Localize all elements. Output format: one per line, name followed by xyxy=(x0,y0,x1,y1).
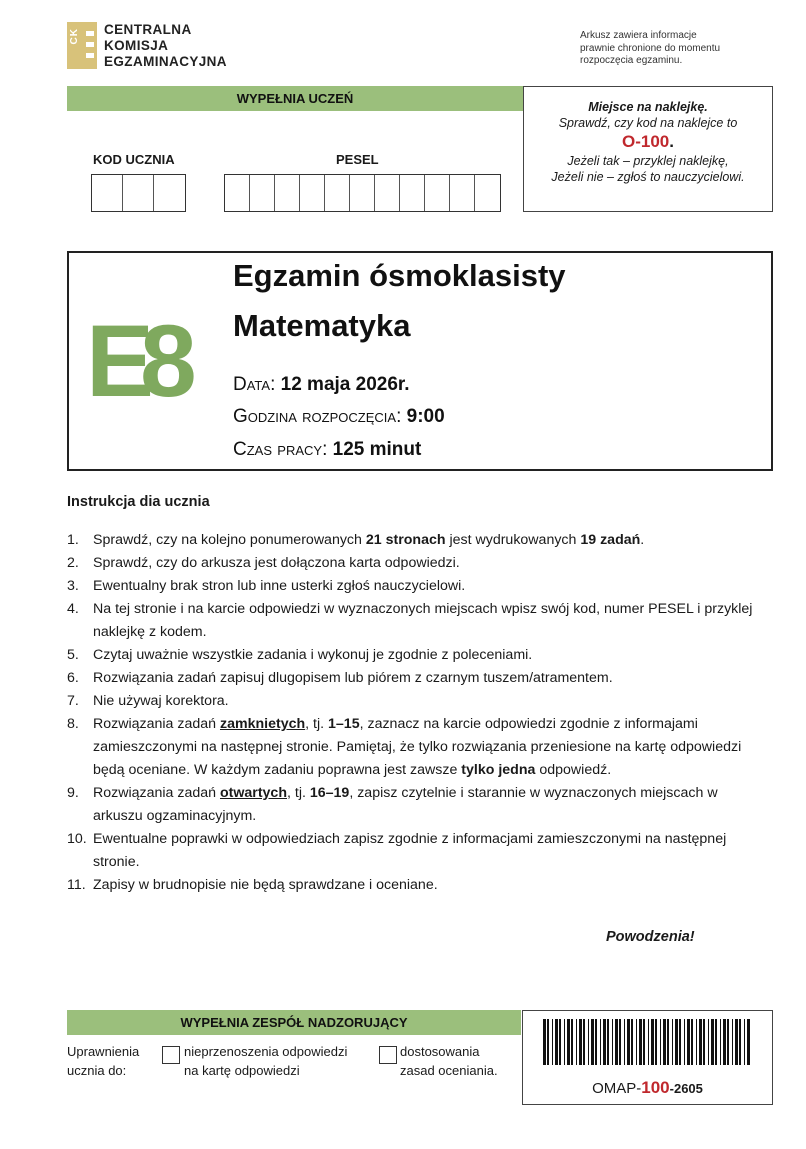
barcode-bar xyxy=(600,1019,601,1065)
barcode-bar xyxy=(708,1019,709,1065)
instruction-item xyxy=(67,782,767,828)
permissions-label xyxy=(67,1042,139,1080)
pesel-digit-box[interactable] xyxy=(400,175,425,211)
pesel-digit-box[interactable] xyxy=(275,175,300,211)
item-number: 7. xyxy=(67,693,79,709)
barcode-bar xyxy=(615,1019,618,1065)
barcode-bar xyxy=(648,1019,649,1065)
sticker-area xyxy=(523,86,773,212)
adapted-grading-label: dostosowania zasad oceniania. xyxy=(400,1044,498,1078)
item-number: 10. xyxy=(67,831,87,847)
pesel-digit-box[interactable] xyxy=(300,175,325,211)
duration-label: Czas pracy: xyxy=(233,439,328,460)
pesel-digit-box[interactable] xyxy=(325,175,350,211)
start-time-value: 9:00 xyxy=(406,406,445,427)
barcode-bar xyxy=(660,1019,661,1065)
sticker-code-value: O-100 xyxy=(622,132,670,151)
instruction-item xyxy=(67,552,767,575)
student-code-box[interactable] xyxy=(123,175,154,211)
barcode-bar xyxy=(703,1019,705,1065)
barcode-bar xyxy=(547,1019,549,1065)
item-text: Ewentualne poprawki w odpowiedziach zapisz zgodnie z informacjami zamieszczonymi na następnej stronie. xyxy=(93,831,727,870)
instruction-item xyxy=(67,644,767,667)
logo-line-3: EGZAMINACYJNA xyxy=(104,54,227,69)
good-luck-text: Powodzenia! xyxy=(606,929,695,945)
item-number: 11. xyxy=(67,877,86,893)
pesel-digit-box[interactable] xyxy=(475,175,500,211)
student-band: WYPEŁNIA UCZEŃ xyxy=(67,86,523,111)
pesel-digit-box[interactable] xyxy=(350,175,375,211)
pesel-boxes[interactable] xyxy=(224,174,501,212)
barcode-bar xyxy=(607,1019,609,1065)
barcode-bar xyxy=(723,1019,726,1065)
item-number: 9. xyxy=(67,785,79,801)
exam-date xyxy=(233,372,410,398)
barcode-bar xyxy=(564,1019,565,1065)
item-text: Zapisy w brudnopisie nie będą sprawdzane i oceniane. xyxy=(93,877,438,893)
item-text: Czytaj uważnie wszystkie zadania i wykonuj je zgodnie z poleceniami. xyxy=(93,647,533,663)
item-text: Rozwiązania zadań otwartych, tj. 16–19, zapisz czytelnie i starannie w wyznaczonych miejscach w arkuszu ogzaminacyjnym. xyxy=(93,785,718,824)
cke-logo-mark xyxy=(67,22,97,69)
cke-logo-text xyxy=(104,22,227,70)
permissions-label-line: Uprawnienia xyxy=(67,1044,140,1059)
no-transfer-label: nieprzenoszenia odpowiedzi na kartę odpowiedzi xyxy=(184,1044,348,1078)
exam-title: Egzamin ósmoklasisty xyxy=(233,258,566,293)
adapted-grading-checkbox[interactable] xyxy=(379,1046,397,1064)
item-number: 4. xyxy=(67,601,79,617)
item-number: 8. xyxy=(67,716,79,732)
instruction-item xyxy=(67,529,767,552)
e8-logo-icon xyxy=(86,316,210,406)
start-time-label: Godzina rozpoczęcia: xyxy=(233,406,402,427)
item-text: Rozwiązania zadań zapisuj dlugopisem lub piórem z czarnym tuszem/atramentem. xyxy=(93,670,613,686)
barcode-bar xyxy=(552,1019,553,1065)
item-number: 1. xyxy=(67,532,79,548)
barcode-bar xyxy=(612,1019,613,1065)
sticker-code xyxy=(524,131,772,153)
instruction-item xyxy=(67,690,767,713)
barcode-bar xyxy=(543,1019,546,1065)
instruction-item xyxy=(67,575,767,598)
barcode-bar xyxy=(576,1019,577,1065)
barcode-bar xyxy=(624,1019,625,1065)
barcode-bar xyxy=(651,1019,654,1065)
sticker-line-1: Sprawdź, czy kod na naklejce to xyxy=(558,116,738,130)
barcode-prefix: OMAP- xyxy=(592,1080,642,1097)
student-code-box[interactable] xyxy=(154,175,185,211)
barcode-bar xyxy=(715,1019,717,1065)
sticker-line-2: Jeżeli tak – przyklej naklejkę, xyxy=(567,154,729,168)
exam-duration xyxy=(233,437,421,463)
barcode-icon xyxy=(543,1019,751,1065)
barcode-bar xyxy=(603,1019,606,1065)
instruction-item xyxy=(67,667,767,690)
barcode-bar xyxy=(663,1019,666,1065)
barcode-bar xyxy=(672,1019,673,1065)
pesel-digit-box[interactable] xyxy=(450,175,475,211)
logo-line-1: CENTRALNA xyxy=(104,22,192,37)
barcode-bar xyxy=(619,1019,621,1065)
barcode-bar xyxy=(691,1019,693,1065)
pesel-digit-box[interactable] xyxy=(225,175,250,211)
item-number: 3. xyxy=(67,578,79,594)
barcode-bar xyxy=(732,1019,733,1065)
barcode-bar xyxy=(571,1019,573,1065)
instructions-heading: Instrukcja dia ucznia xyxy=(67,494,210,510)
barcode-bar xyxy=(727,1019,729,1065)
item-text: Ewentualny brak stron lub inne usterki zgłoś nauczycielowi. xyxy=(93,578,466,594)
barcode-bar xyxy=(643,1019,645,1065)
supervisors-band: WYPEŁNIA ZESPÓŁ NADZORUJĄCY xyxy=(67,1010,521,1035)
barcode-bar xyxy=(583,1019,585,1065)
student-code-boxes[interactable] xyxy=(91,174,186,212)
barcode-bar xyxy=(591,1019,594,1065)
barcode-bar xyxy=(739,1019,741,1065)
item-text: Sprawdź, czy na kolejno ponumerowanych 21 stronach jest wydrukowanych 19 zadań. xyxy=(93,532,645,548)
item-number: 5. xyxy=(67,647,79,663)
barcode-bar xyxy=(696,1019,697,1065)
instruction-item xyxy=(67,598,767,644)
barcode-bar xyxy=(744,1019,745,1065)
barcode-bar xyxy=(655,1019,657,1065)
exam-start-time xyxy=(233,404,445,430)
barcode-bar xyxy=(747,1019,750,1065)
pesel-label: PESEL xyxy=(336,152,379,167)
barcode-suffix: -2605 xyxy=(669,1081,703,1096)
barcode-bar xyxy=(579,1019,582,1065)
barcode-bar xyxy=(675,1019,678,1065)
barcode-bar xyxy=(595,1019,597,1065)
logo-bars xyxy=(86,31,94,64)
no-transfer-checkbox[interactable] xyxy=(162,1046,180,1064)
instructions-list xyxy=(67,529,767,897)
item-text: Rozwiązania zadań zamknietych, tj. 1–15, zaznacz na karcie odpowiedzi zgodnie z informajami zamieszczonymi na następnej stronie. Pamiętaj, że tylko rozwiązania przeniesione na kartę odpowiedzi będą oceniane. W każdym zadaniu poprawna jest zawsze tylko jedna odpowiedź. xyxy=(93,716,742,778)
barcode-bar xyxy=(735,1019,738,1065)
item-text: Na tej stronie i na karcie odpowiedzi w wyznaczonych miejscach wpisz swój kod, numer PESEL i przyklej naklejkę z kodem. xyxy=(93,601,753,640)
item-text: Nie używaj korektora. xyxy=(93,693,229,709)
instruction-item xyxy=(67,713,767,782)
notice-line: rozpoczęcia egzaminu. xyxy=(580,55,683,66)
sticker-title: Miejsce na naklejkę. xyxy=(588,100,708,114)
legal-notice xyxy=(580,30,770,68)
barcode-text xyxy=(522,1078,773,1098)
barcode-bar xyxy=(588,1019,589,1065)
logo-mark-letters: CK xyxy=(69,28,80,45)
barcode-bar xyxy=(631,1019,633,1065)
instruction-item xyxy=(67,874,767,897)
pesel-digit-box[interactable] xyxy=(250,175,275,211)
barcode-bar xyxy=(720,1019,721,1065)
instruction-item xyxy=(67,828,767,874)
logo-line-2: KOMISJA xyxy=(104,38,169,53)
item-number: 6. xyxy=(67,670,79,686)
barcode-bar xyxy=(636,1019,637,1065)
barcode-bar xyxy=(559,1019,561,1065)
notice-line: Arkusz zawiera informacje xyxy=(580,30,697,41)
sticker-line-3: Jeżeli nie – zgłoś to nauczycielowi. xyxy=(551,170,745,184)
item-text: Sprawdź, czy do arkusza jest dołączona karta odpowiedzi. xyxy=(93,555,460,571)
barcode-middle: 100 xyxy=(641,1078,670,1097)
student-code-label: KOD UCZNIA xyxy=(93,152,175,167)
permissions-label-line: ucznia do: xyxy=(67,1063,127,1078)
student-code-box[interactable] xyxy=(92,175,123,211)
pesel-digit-box[interactable] xyxy=(425,175,450,211)
barcode-bar xyxy=(667,1019,669,1065)
barcode-bar xyxy=(567,1019,570,1065)
barcode-bar xyxy=(679,1019,681,1065)
e8-logo-text: E8 xyxy=(86,316,183,406)
barcode-bar xyxy=(684,1019,685,1065)
duration-value: 125 minut xyxy=(332,439,422,460)
notice-line: prawnie chronione do momentu xyxy=(580,42,721,54)
exam-subject: Matematyka xyxy=(233,308,411,343)
sticker-code-period: . xyxy=(669,132,674,151)
date-label: Data: xyxy=(233,374,276,395)
item-number: 2. xyxy=(67,555,79,571)
barcode-bar xyxy=(699,1019,702,1065)
barcode-bar xyxy=(627,1019,630,1065)
date-value: 12 maja 2026r. xyxy=(280,374,410,395)
barcode-bar xyxy=(555,1019,558,1065)
barcode-bar xyxy=(711,1019,714,1065)
barcode-bar xyxy=(639,1019,642,1065)
barcode-bar xyxy=(687,1019,690,1065)
pesel-digit-box[interactable] xyxy=(375,175,400,211)
